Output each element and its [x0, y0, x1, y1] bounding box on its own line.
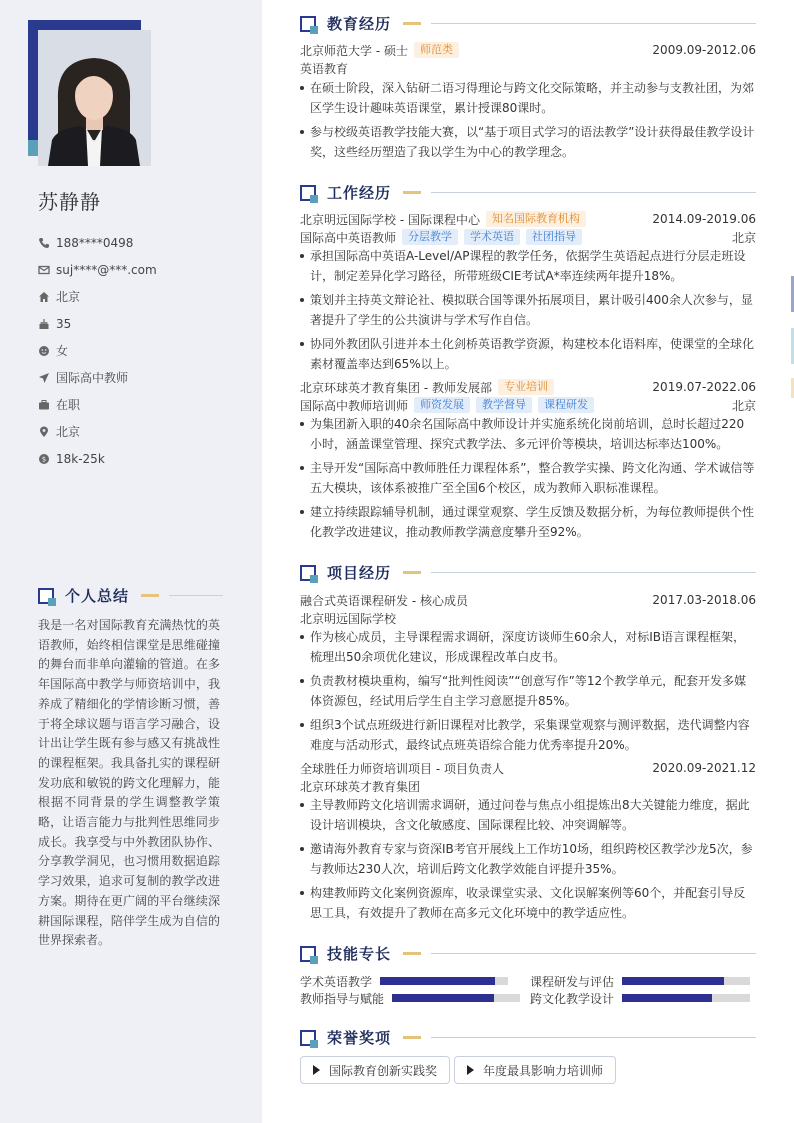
project-bullets [300, 627, 756, 759]
skill-item [300, 989, 520, 1007]
play-triangle-icon [467, 1065, 474, 1075]
section-square-icon [300, 185, 316, 201]
info-home [38, 283, 248, 310]
list-item: 为集团新入职的40余名国际高中教师设计并实施系统化岗前培训，总时长超过220小时，涵盖课堂管理、探究式教学法、多元评价等模块，培训达标率达100%。 [300, 414, 756, 454]
job-city: 北京 [731, 230, 756, 245]
skill-name: 跨文化教学设计 [530, 991, 615, 1006]
cake-icon [38, 318, 50, 330]
list-item: 承担国际高中英语A-Level/AP课程的教学任务，依据学生英语起点进行分层走班设计，制定差异化学习路径，所带班级CIE考试A*率连续两年提升18%。 [300, 246, 756, 286]
job-skill-tag: 课程研发 [538, 397, 594, 413]
skill-name: 教师指导与赋能 [300, 991, 385, 1006]
award-badge [454, 1056, 616, 1084]
job-role-row [300, 228, 756, 246]
job-skill-tag: 分层教学 [402, 229, 458, 245]
job-header-row [300, 378, 756, 396]
project-org: 北京明远国际学校 [300, 611, 397, 626]
email-icon [38, 264, 50, 276]
section-gold-bar [141, 594, 159, 597]
project-name: 全球胜任力师资培训项目 - 项目负责人 [300, 761, 504, 776]
list-item: 策划并主持英文辩论社、模拟联合国等课外拓展项目，累计吸引400余人次参与，显著提升了学生的公共演讲与学术写作自信。 [300, 290, 756, 330]
job-bullets [300, 246, 756, 378]
project-header-row [300, 591, 756, 609]
salary-icon [38, 453, 50, 465]
project-bullets [300, 795, 756, 927]
education-bullets [300, 78, 756, 166]
job-org: 北京明远国际学校 - 国际课程中心 [300, 212, 480, 227]
info-email-text: suj****@***.com [56, 262, 157, 277]
honors-title: 荣誉奖项 [327, 1029, 392, 1047]
list-item: 组织3个试点班级进行新旧课程对比教学，采集课堂观察与测评数据，迭代调整内容难度与活动形式，最终试点班英语综合能力优秀率提升20%。 [300, 715, 756, 755]
info-phone-text: 188****0498 [56, 235, 134, 250]
job-skill-tag: 师资发展 [414, 397, 470, 413]
education-section-header [300, 13, 756, 34]
section-divider [169, 595, 223, 596]
list-item: 邀请海外教育专家与资深IB考官开展线上工作坊10场，组织跨校区教学沙龙5次，参与教师达230人次，培训后跨文化教学效能自评提升35%。 [300, 839, 756, 879]
education-school: 北京师范大学 - 硕士 [300, 43, 408, 58]
projects-title: 项目经历 [327, 564, 392, 582]
skills-section-header [300, 943, 756, 964]
section-gold-bar [403, 952, 421, 955]
list-item: 主导开发“国际高中教师胜任力课程体系”，整合教学实操、跨文化沟通、学术诚信等五大模块，该体系被推广至全国6个校区，成为教师入职标准课程。 [300, 458, 756, 498]
work-title: 工作经历 [327, 184, 392, 202]
list-item: 作为核心成员，主导课程需求调研，深度访谈师生60余人，对标IB语言课程框架，梳理出50余项优化建议，形成课程改革白皮书。 [300, 627, 756, 667]
project-name: 融合式英语课程研发 - 核心成员 [300, 593, 468, 608]
list-item: 主导教师跨文化培训需求调研，通过问卷与焦点小组提炼出8大关键能力维度，据此设计培训模块，含文化敏感度、国际课程比较、冲突调解等。 [300, 795, 756, 835]
job-bullets [300, 414, 756, 546]
project-org: 北京环球英才教育集团 [300, 779, 421, 794]
skill-bar-fill [622, 977, 724, 985]
section-gold-bar [403, 22, 421, 25]
summary-title: 个人总结 [65, 587, 130, 605]
job-city: 北京 [731, 398, 756, 413]
skill-bar-track [380, 977, 508, 985]
skill-bar-track [622, 977, 750, 985]
section-gold-bar [403, 191, 421, 194]
section-divider [431, 192, 756, 193]
job-date: 2019.07-2022.06 [652, 380, 756, 394]
info-email [38, 256, 248, 283]
award-name: 年度最具影响力培训师 [483, 1063, 604, 1078]
info-phone [38, 229, 248, 256]
skill-bar-fill [380, 977, 495, 985]
gender-icon [38, 345, 50, 357]
info-location [38, 418, 248, 445]
info-status-text: 在职 [56, 398, 81, 412]
job-role: 国际高中教师培训师 [300, 398, 409, 413]
job-org: 北京环球英才教育集团 - 教师发展部 [300, 380, 492, 395]
project-date: 2020.09-2021.12 [652, 761, 756, 775]
list-item: 参与校级英语教学技能大赛，以“基于项目式学习的语法教学”设计获得最佳教学设计奖，这些经历塑造了我以学生为中心的教学理念。 [300, 122, 756, 162]
info-location-text: 北京 [56, 425, 81, 439]
section-divider [431, 572, 756, 573]
location-icon [38, 426, 50, 438]
list-item: 负责教材模块重构，编写“批判性阅读”“创意写作”等12个教学单元，配套开发多媒体资源包，经试用后学生自主学习意愿提升85%。 [300, 671, 756, 711]
summary-text: 我是一名对国际教育充满热忱的英语教师，始终相信课堂是思维碰撞的舞台而非单向灌输的管道。在多年国际高中教学与师资培训中，我养成了精细化的学情诊断习惯，善于将全球议题与语言学习融合，设计出让学生既有参与感又有挑战性的课程框架。我具备扎实的课程研发功底和敏锐的跨文化理解力，能根据不同背景的学生调整教学策略，让语言能力与批判性思维同步成长。我享受与中外教团队协作、分享教学洞见，也习惯用数据追踪学习效果，追求可复制的教学改进方案。期待在更广阔的平台继续深耕国际课程，陪伴学生成为自信的世界探索者。 [38, 618, 220, 948]
candidate-name: 苏静静 [38, 190, 101, 214]
project-date: 2017.03-2018.06 [652, 593, 756, 607]
section-square-icon [300, 1030, 316, 1046]
info-gender [38, 337, 248, 364]
job-role: 国际高中英语教师 [300, 230, 397, 245]
education-date: 2009.09-2012.06 [652, 43, 756, 57]
info-status [38, 391, 248, 418]
section-gold-bar [403, 571, 421, 574]
info-position-text: 国际高中教师 [56, 371, 129, 385]
skill-item [300, 972, 508, 990]
honors-list [300, 1056, 620, 1084]
sidebar [0, 0, 262, 1123]
skill-bar-track [622, 994, 750, 1002]
info-salary [38, 445, 248, 472]
section-square-icon [300, 16, 316, 32]
job-header-row [300, 210, 756, 228]
work-section-header [300, 182, 756, 203]
info-age [38, 310, 248, 337]
job-role-row [300, 396, 756, 414]
list-item: 在硕士阶段，深入钻研二语习得理论与跨文化交际策略，并主动参与支教社团，为郊区学生设计趣味英语课堂，累计授课80课时。 [300, 78, 756, 118]
job-date: 2014.09-2019.06 [652, 212, 756, 226]
skill-name: 课程研发与评估 [530, 974, 615, 989]
summary-section-header [38, 585, 223, 606]
skill-item [530, 989, 750, 1007]
section-divider [431, 23, 756, 24]
job-org-tag: 专业培训 [498, 379, 554, 395]
section-square-icon [38, 588, 54, 604]
skill-bar-track [392, 994, 520, 1002]
list-item: 协同外教团队引进并本土化剑桥英语教学资源，构建校本化语料库，使课堂的全球化素材覆盖率达到65%以上。 [300, 334, 756, 374]
profile-photo [38, 30, 151, 166]
education-major-row [300, 59, 756, 77]
skills-title: 技能专长 [327, 945, 392, 963]
contact-info [38, 229, 248, 472]
honors-section-header [300, 1027, 756, 1048]
section-square-icon [300, 565, 316, 581]
list-item: 建立持续跟踪辅导机制，通过课堂观察、学生反馈及数据分析，为每位教师提供个性化教学改进建议，推动教师教学满意度攀升至92%。 [300, 502, 756, 542]
award-badge [300, 1056, 450, 1084]
list-item: 构建教师跨文化案例资源库，收录课堂实录、文化误解案例等60个，并配套引导反思工具，有效提升了教师在高多元文化环境中的教学适应性。 [300, 883, 756, 923]
section-divider [431, 1037, 756, 1038]
education-tag: 师范类 [414, 42, 459, 58]
award-name: 国际教育创新实践奖 [329, 1063, 438, 1078]
play-triangle-icon [313, 1065, 320, 1075]
skill-item [530, 972, 750, 990]
info-salary-text: 18k-25k [56, 451, 105, 466]
job-skill-tag: 学术英语 [464, 229, 520, 245]
projects-section-header [300, 562, 756, 583]
svg-text:$: $ [41, 455, 47, 464]
job-org-tag: 知名国际教育机构 [486, 211, 586, 227]
job-skill-tag: 社团指导 [526, 229, 582, 245]
project-org-row [300, 609, 756, 627]
send-icon [38, 372, 50, 384]
section-square-icon [300, 946, 316, 962]
job-skill-tag: 教学督导 [476, 397, 532, 413]
education-row [300, 41, 756, 59]
home-icon [38, 291, 50, 303]
section-divider [431, 953, 756, 954]
project-header-row [300, 759, 756, 777]
skill-bar-fill [622, 994, 712, 1002]
phone-icon [38, 237, 50, 249]
education-major: 英语教育 [300, 61, 349, 76]
skill-name: 学术英语教学 [300, 974, 373, 989]
info-position [38, 364, 248, 391]
briefcase-icon [38, 399, 50, 411]
profile-photo-frame [28, 20, 152, 166]
info-gender-text: 女 [56, 344, 69, 358]
project-org-row [300, 777, 756, 795]
info-home-text: 北京 [56, 290, 81, 304]
skill-bar-fill [392, 994, 494, 1002]
education-title: 教育经历 [327, 15, 392, 33]
section-gold-bar [403, 1036, 421, 1039]
info-age-text: 35 [56, 316, 72, 331]
